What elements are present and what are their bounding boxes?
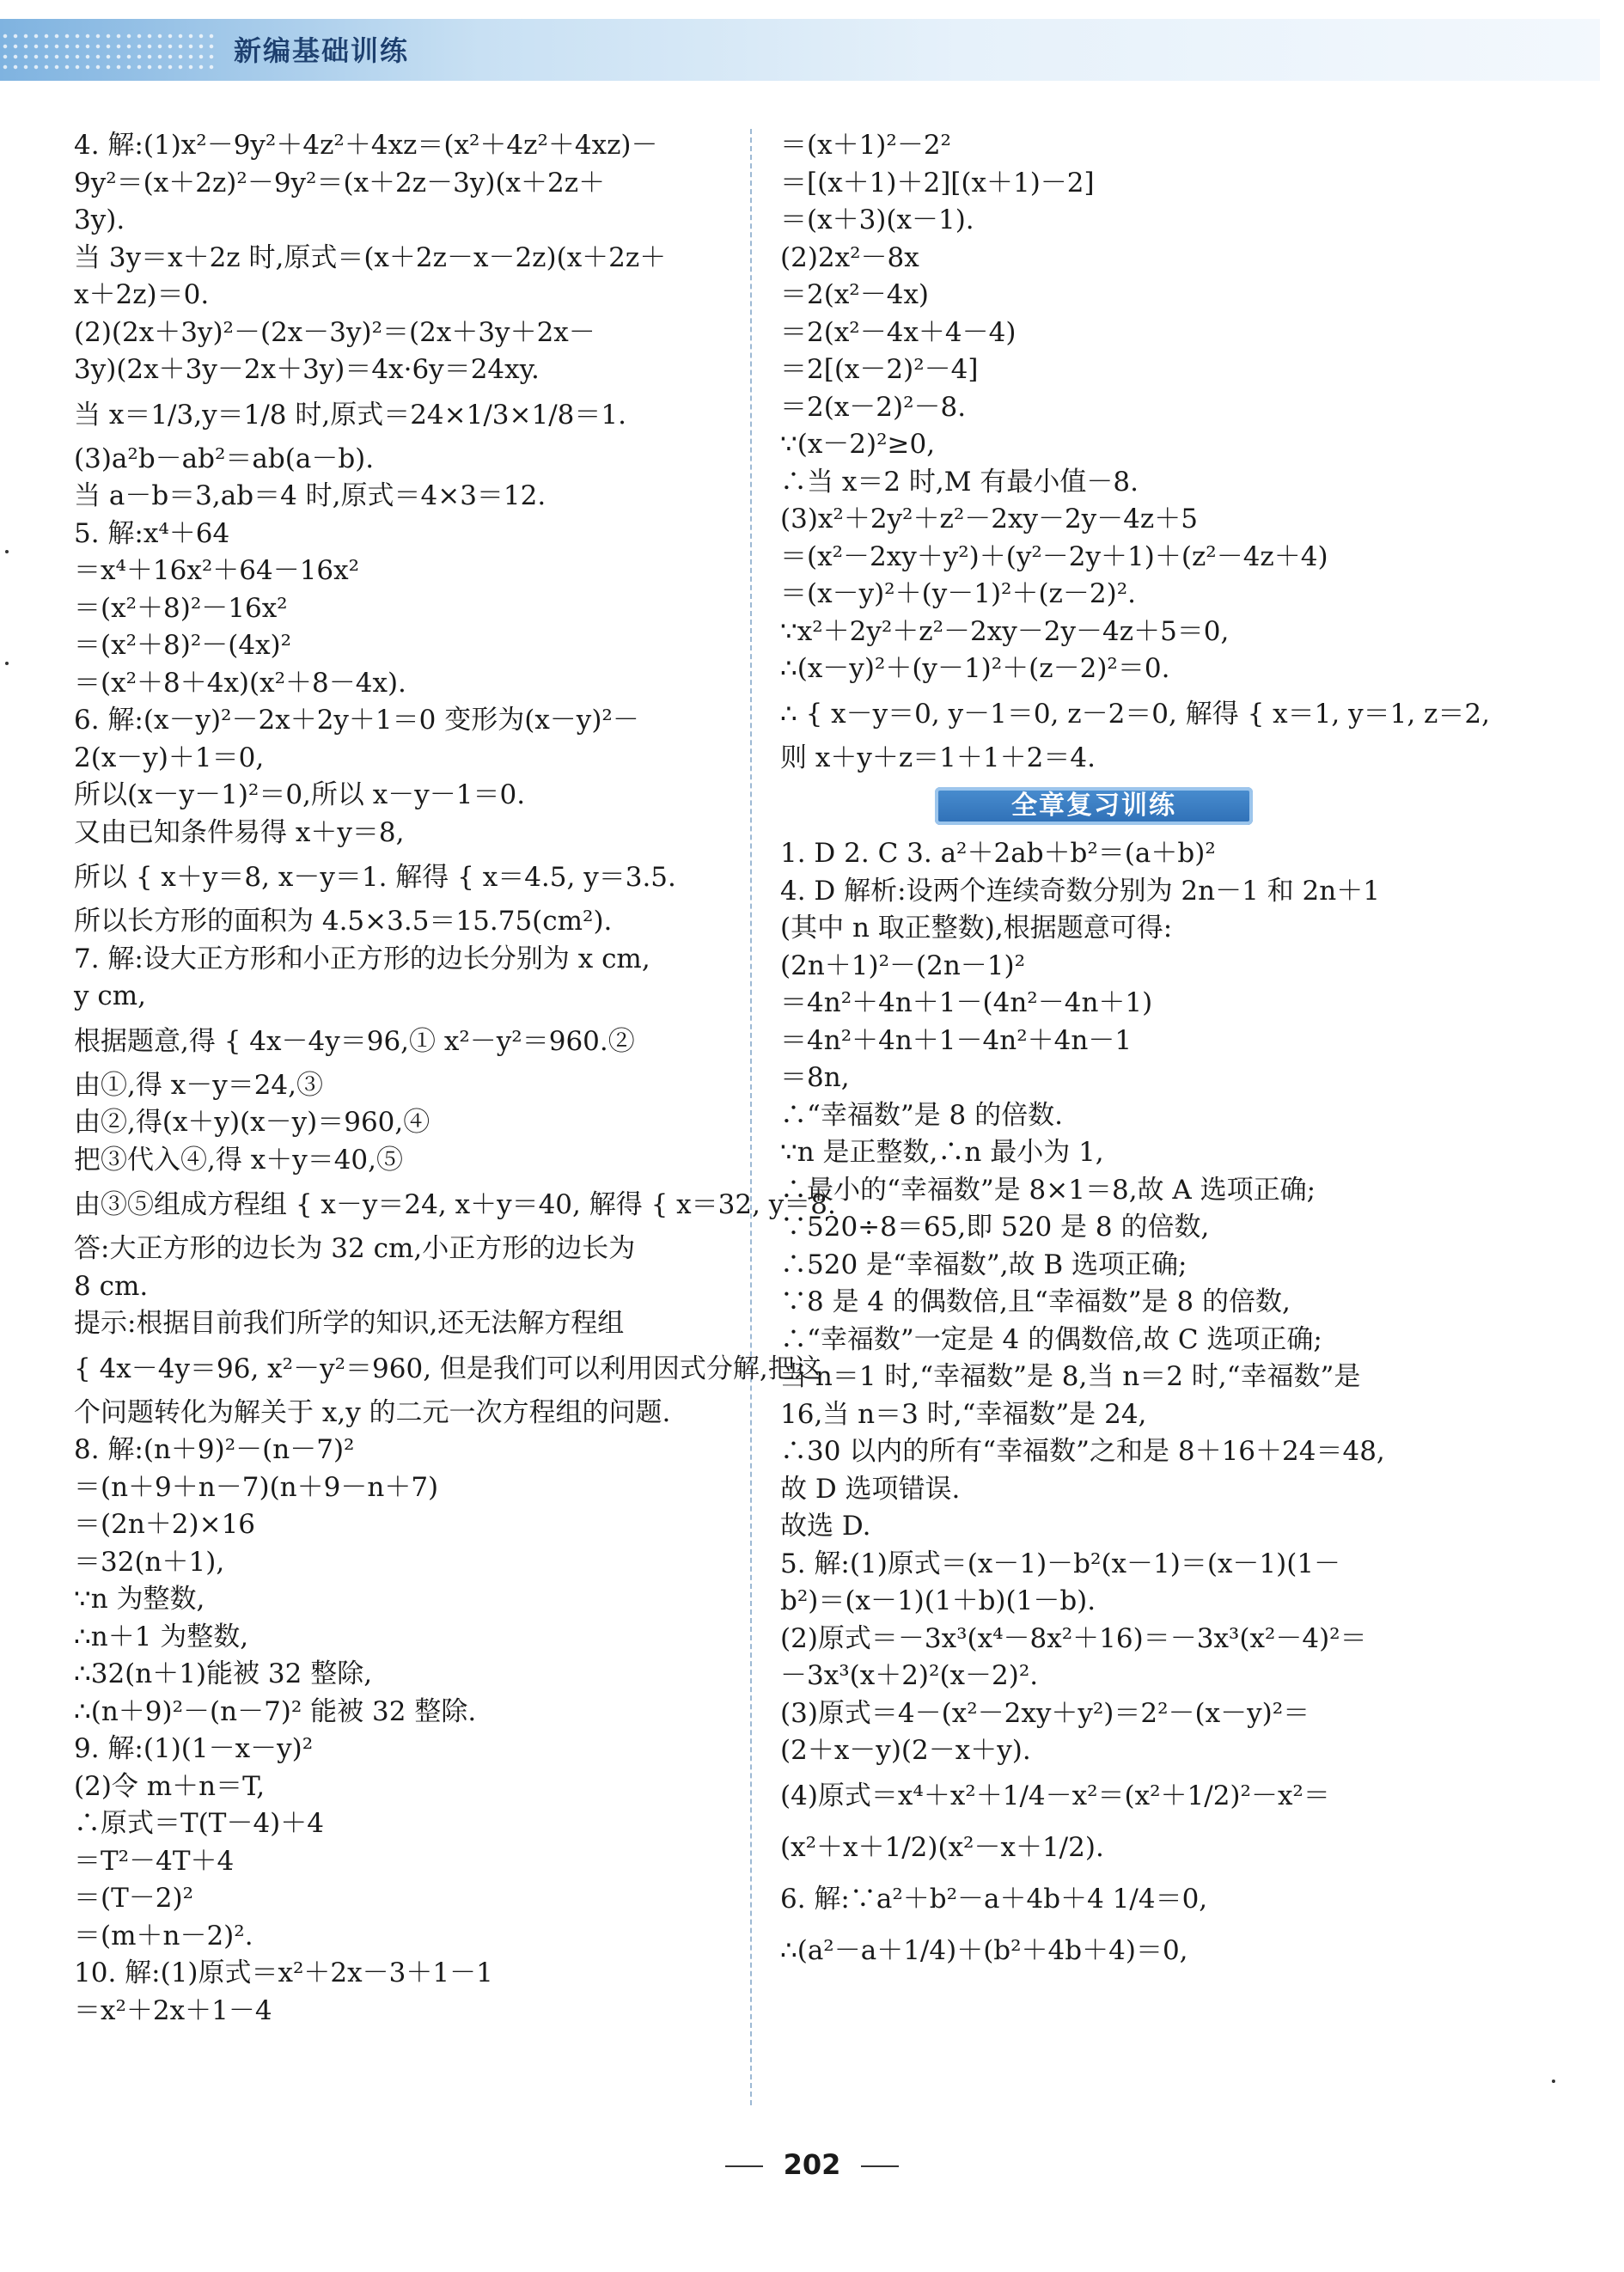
- text-line: (2)2x²－8x: [780, 241, 919, 273]
- text-line: ＝(m＋n－2)².: [74, 1920, 253, 1951]
- text-line: ∴(n＋9)²－(n－7)² 能被 32 整除.: [74, 1695, 477, 1727]
- text-line: ∵n 为整数,: [74, 1584, 205, 1615]
- text-line: (2＋x－y)(2－x＋y).: [780, 1735, 1031, 1766]
- text-line: ＝2(x²－4x): [780, 279, 930, 310]
- header-title: 新编基础训练: [234, 34, 410, 67]
- margin-mark: [5, 550, 9, 553]
- text-line: (3)原式＝4－(x²－2xy＋y²)＝2²－(x－y)²＝: [780, 1697, 1310, 1729]
- page-number-text: 202: [783, 2148, 841, 2181]
- text-line: ∵n 是正整数,∴n 最小为 1,: [780, 1137, 1104, 1168]
- text-line: ∴30 以内的所有“幸福数”之和是 8＋16＋24＝48,: [780, 1436, 1385, 1467]
- text-line: ＝(x²－2xy＋y²)＋(y²－2y＋1)＋(z²－4z＋4): [780, 541, 1328, 572]
- text-line: ＝(T－2)²: [74, 1883, 194, 1914]
- text-line: ＝T²－4T＋4: [74, 1845, 235, 1877]
- text-line: { 4x－4y＝96, x²－y²＝960, 但是我们可以利用因式分解,把这: [74, 1353, 821, 1384]
- text-line: 把③代入④,得 x＋y＝40,⑤: [74, 1144, 404, 1176]
- text-line: (x²＋x＋1/2)(x²－x＋1/2).: [780, 1831, 1104, 1863]
- text-line: ∵8 是 4 的偶数倍,且“幸福数”是 8 的倍数,: [780, 1286, 1291, 1317]
- text-line: 9. 解:(1)(1－x－y)²: [74, 1733, 314, 1764]
- text-line: (2)令 m＋n＝T,: [74, 1770, 266, 1802]
- text-line: 8 cm.: [74, 1270, 149, 1302]
- text-line: ∴ { x－y＝0, y－1＝0, z－2＝0, 解得 { x＝1, y＝1, z＝2,: [780, 698, 1490, 730]
- text-line: 16,当 n＝3 时,“幸福数”是 24,: [780, 1398, 1147, 1430]
- text-line: ∴(a²－a＋1/4)＋(b²＋4b＋4)＝0,: [780, 1934, 1188, 1966]
- text-line: ∴n＋1 为整数,: [74, 1621, 249, 1652]
- text-line: ＝x²＋2x＋1－4: [74, 1994, 272, 2026]
- text-line: ＝x⁴＋16x²＋64－16x²: [74, 555, 360, 586]
- text-line: ＝(x＋1)²－2²: [780, 130, 951, 161]
- margin-mark: [1552, 2080, 1555, 2083]
- text-line: (2)原式＝－3x³(x⁴－8x²＋16)＝－3x³(x²－4)²＝: [780, 1622, 1367, 1654]
- text-line: ＝(x＋3)(x－1).: [780, 205, 974, 235]
- page-number: [0, 2148, 1624, 2181]
- section-banner: 全章复习训练: [935, 787, 1253, 825]
- text-line: 8. 解:(n＋9)²－(n－7)²: [74, 1434, 355, 1465]
- text-line: 9y²＝(x＋2z)²－9y²＝(x＋2z－3y)(x＋2z＋: [74, 167, 606, 198]
- text-line: 3y).: [74, 205, 125, 235]
- text-line: 故选 D.: [780, 1511, 871, 1542]
- text-line: 6. 解:(x－y)²－2x＋2y＋1＝0 变形为(x－y)²－: [74, 705, 639, 736]
- text-line: 10. 解:(1)原式＝x²＋2x－3＋1－1: [74, 1957, 493, 1988]
- text-line: 所以(x－y－1)²＝0,所以 x－y－1＝0.: [74, 779, 526, 810]
- header-dot-pattern: [0, 31, 215, 74]
- text-line: (其中 n 取正整数),根据题意可得:: [780, 913, 1173, 944]
- text-line: 当 3y＝x＋2z 时,原式＝(x＋2z－x－2z)(x＋2z＋: [74, 241, 667, 273]
- text-line: b²)＝(x－1)(1＋b)(1－b).: [780, 1585, 1096, 1616]
- text-line: y cm,: [74, 980, 146, 1011]
- text-line: x＋2z)＝0.: [74, 279, 210, 310]
- text-line: 4. D 解析:设两个连续奇数分别为 2n－1 和 2n＋1: [780, 875, 1380, 907]
- text-line: ＝(x²＋8＋4x)(x²＋8－4x).: [74, 667, 406, 699]
- text-line: ＝(2n＋2)×16: [74, 1509, 256, 1540]
- text-line: ＝4n²＋4n＋1－4n²＋4n－1: [780, 1024, 1133, 1056]
- text-line: 5. 解:(1)原式＝(x－1)－b²(x－1)＝(x－1)(1－: [780, 1548, 1341, 1579]
- text-line: 答:大正方形的边长为 32 cm,小正方形的边长为: [74, 1233, 636, 1264]
- text-line: ∴(x－y)²＋(y－1)²＋(z－2)²＝0.: [780, 653, 1170, 684]
- text-line: ∴“幸福数”一定是 4 的偶数倍,故 C 选项正确;: [780, 1323, 1322, 1355]
- right-column: [780, 127, 1490, 1976]
- text-line: ＝2[(x－2)²－4]: [780, 354, 979, 385]
- text-line: ∴原式＝T(T－4)＋4: [74, 1808, 324, 1839]
- text-line: ＝4n²＋4n＋1－(4n²－4n＋1): [780, 987, 1153, 1018]
- text-line: ＝(x²＋8)²－16x²: [74, 592, 288, 624]
- text-line: 个问题转化为解关于 x,y 的二元一次方程组的问题.: [74, 1396, 671, 1428]
- text-line: －3x³(x＋2)²(x－2)².: [780, 1660, 1039, 1691]
- text-line: 1. D 2. C 3. a²＋2ab＋b²＝(a＋b)²: [780, 838, 1216, 869]
- column-divider: [750, 129, 752, 2105]
- text-line: 当 a－b＝3,ab＝4 时,原式＝4×3＝12.: [74, 480, 546, 511]
- text-line: 当 n＝1 时,“幸福数”是 8,当 n＝2 时,“幸福数”是: [780, 1361, 1361, 1392]
- text-line: ∴当 x＝2 时,M 有最小值－8.: [780, 466, 1139, 498]
- text-line: ＝8n,: [780, 1062, 850, 1093]
- text-line: ＝32(n＋1),: [74, 1546, 225, 1578]
- text-line: (2n＋1)²－(2n－1)²: [780, 950, 1026, 981]
- text-line: 所以长方形的面积为 4.5×3.5＝15.75(cm²).: [74, 906, 613, 937]
- text-line: ∵520÷8＝65,即 520 是 8 的倍数,: [780, 1212, 1210, 1243]
- text-line: ＝(x－y)²＋(y－1)²＋(z－2)².: [780, 578, 1136, 609]
- text-line: 由②,得(x＋y)(x－y)＝960,④: [74, 1107, 430, 1138]
- text-line: 7. 解:设大正方形和小正方形的边长分别为 x cm,: [74, 943, 650, 974]
- text-line: ＝(x²＋8)²－(4x)²: [74, 630, 292, 661]
- text-line: 根据题意,得 { 4x－4y＝96,① x²－y²＝960.②: [74, 1025, 635, 1057]
- text-line: (4)原式＝x⁴＋x²＋1/4－x²＝(x²＋1/2)²－x²＝: [780, 1780, 1330, 1811]
- text-line: ＝2(x²－4x＋4－4): [780, 316, 1017, 348]
- text-line: ∴520 是“幸福数”,故 B 选项正确;: [780, 1249, 1187, 1280]
- text-line: 由①,得 x－y＝24,③: [74, 1069, 324, 1101]
- text-line: 故 D 选项错误.: [780, 1473, 961, 1505]
- text-line: ＝2(x－2)²－8.: [780, 391, 967, 423]
- text-line: 2(x－y)＋1＝0,: [74, 742, 265, 773]
- text-line: ＝(n＋9＋n－7)(n＋9－n＋7): [74, 1471, 439, 1503]
- text-line: (3)a²b－ab²＝ab(a－b).: [74, 443, 375, 474]
- text-line: 又由已知条件易得 x＋y＝8,: [74, 816, 405, 848]
- text-line: ∵(x－2)²≥0,: [780, 429, 936, 460]
- text-line: (3)x²＋2y²＋z²－2xy－2y－4z＋5: [780, 504, 1198, 534]
- text-line: ∴“幸福数”是 8 的倍数.: [780, 1099, 1063, 1131]
- text-line: 所以 { x＋y＝8, x－y＝1. 解得 { x＝4.5, y＝3.5.: [74, 862, 676, 893]
- text-line: ∴32(n＋1)能被 32 整除,: [74, 1658, 373, 1689]
- header-band: [0, 19, 1600, 81]
- text-line: 当 x＝1/3,y＝1/8 时,原式＝24×1/3×1/8＝1.: [74, 399, 626, 431]
- margin-mark: [5, 662, 9, 665]
- text-line: 6. 解:∵a²＋b²－a＋4b＋4 1/4＝0,: [780, 1883, 1208, 1915]
- text-line: (2)(2x＋3y)²－(2x－3y)²＝(2x＋3y＋2x－: [74, 316, 595, 348]
- text-line: 由③⑤组成方程组 { x－y＝24, x＋y＝40, 解得 { x＝32, y＝8.: [74, 1189, 836, 1220]
- text-line: 则 x＋y＋z＝1＋1＋2＝4.: [780, 742, 1096, 773]
- text-line: 5. 解:x⁴＋64: [74, 517, 230, 549]
- text-line: 4. 解:(1)x²－9y²＋4z²＋4xz＝(x²＋4z²＋4xz)－: [74, 130, 658, 161]
- text-line: 提示:根据目前我们所学的知识,还无法解方程组: [74, 1308, 625, 1339]
- text-line: 3y)(2x＋3y－2x＋3y)＝4x·6y＝24xy.: [74, 354, 540, 385]
- text-line: ∵x²＋2y²＋z²－2xy－2y－4z＋5＝0,: [780, 615, 1230, 647]
- text-line: ＝[(x＋1)＋2][(x＋1)－2]: [780, 167, 1095, 198]
- text-line: ∴最小的“幸福数”是 8×1＝8,故 A 选项正确;: [780, 1174, 1316, 1206]
